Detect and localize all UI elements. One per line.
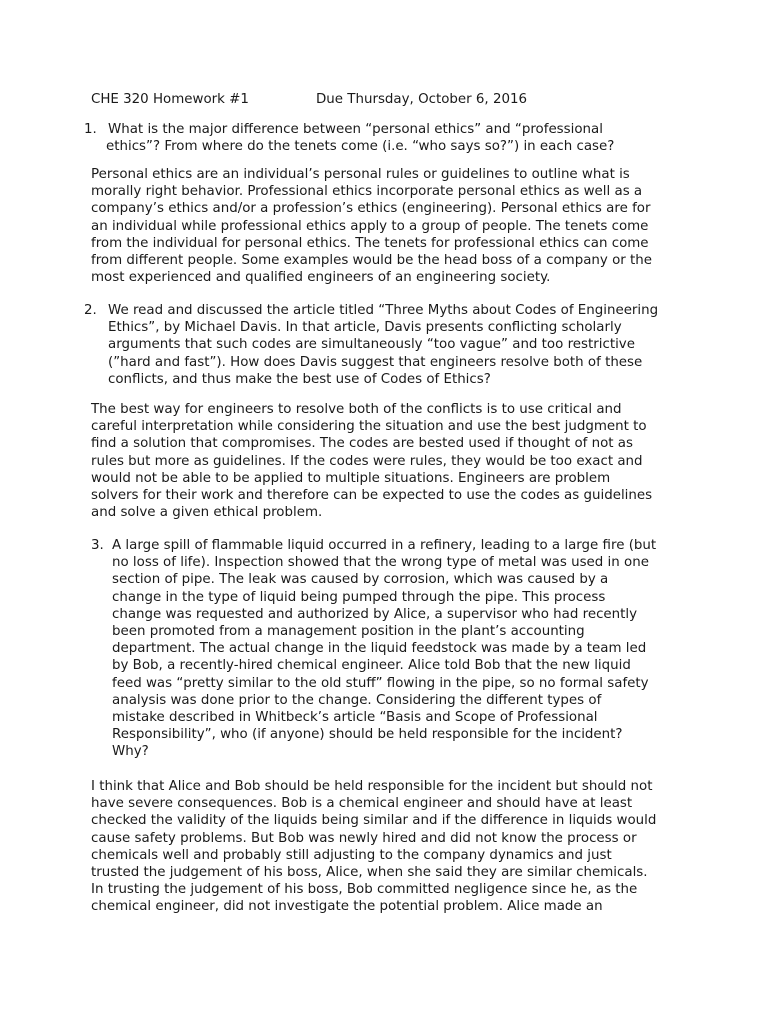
answer-line: find a solution that compromises. The codes are bested used if thought of not as (91, 436, 633, 452)
question-number: 3. (91, 538, 104, 553)
question-number: 1. (84, 122, 97, 137)
question-line: mistake described in Whitbeck’s article “Basis and Scope of Professional (112, 710, 598, 726)
answer-line: careful interpretation while considering the situation and use the best judgment to (91, 419, 647, 435)
answer-1 (91, 166, 652, 286)
answer-line: Personal ethics are an individual’s personal rules or guidelines to outline what is (91, 167, 630, 182)
question-line: arguments that such codes are simultaneously “too vague” and too restrictive (108, 337, 635, 353)
question-line: (”hard and fast”). How does Davis suggest that engineers resolve both of these (108, 354, 643, 370)
answer-line: rules but more as guidelines. If the codes were rules, they would be too exact and (91, 453, 643, 469)
question-line: We read and discussed the article titled “Three Myths about Codes of Engineering (108, 303, 659, 318)
question-line: feed was “pretty similar to the old stuff” flowing in the pipe, so no formal safety (112, 675, 649, 691)
answer-line: most experienced and qualified engineers of an engineering society. (91, 270, 551, 286)
answer-line: company’s ethics and/or a profession’s ethics (engineering). Personal ethics are for (91, 201, 651, 217)
question-line: department. The actual change in the liquid feedstock was made by a team led (112, 641, 647, 657)
answer-line: solvers for their work and therefore can be expected to use the codes as guidelines (91, 488, 653, 504)
answer-line: The best way for engineers to resolve both of the conflicts is to use critical and (91, 402, 622, 417)
answer-line: cause safety problems. But Bob was newly hired and did not know the process or (91, 830, 637, 846)
due-date: Due Thursday, October 6, 2016 (316, 92, 528, 107)
answer-line: from the individual for personal ethics. The tenets for professional ethics can come (91, 235, 649, 251)
answer-line: have severe consequences. Bob is a chemical engineer and should have at least (91, 796, 633, 812)
question-line: section of pipe. The leak was caused by corrosion, which was caused by a (112, 572, 609, 588)
answer-line: chemical engineer, did not investigate the potential problem. Alice made an (91, 899, 603, 915)
answer-line: chemicals well and probably still adjusting to the company dynamics and just (91, 847, 612, 863)
question-line: by Bob, a recently-hired chemical engineer. Alice told Bob that the new liquid (112, 658, 631, 674)
answer-2 (91, 401, 652, 521)
question-line: no loss of life). Inspection showed that the wrong type of metal was used in one (112, 555, 649, 571)
answer-line: checked the validity of the liquids being similar and if the difference in liquids would (91, 813, 657, 829)
question-line: change was requested and authorized by Alice, a supervisor who had recently (112, 606, 638, 622)
answer-3 (91, 778, 656, 916)
answer-line: from different people. Some examples would be the head boss of a company or the (91, 253, 653, 269)
answer-line: I think that Alice and Bob should be held responsible for the incident but should not (91, 779, 653, 794)
question-number: 2. (84, 303, 97, 318)
question-line: been promoted from a management position in the plant’s accounting (112, 624, 585, 640)
question-line: ethics”? From where do the tenets come (i.e. “who says so?”) in each case? (106, 139, 615, 155)
answer-line: would not be able to be applied to multiple situations. Engineers are problem (91, 470, 611, 486)
answer-line: trusted the judgement of his boss, Alice, when she said they are similar chemicals. (91, 865, 648, 881)
answer-line: an individual while professional ethics apply to a group of people. The tenets come (91, 218, 649, 234)
answer-line: In trusting the judgement of his boss, Bob committed negligence since he, as the (91, 882, 638, 898)
document-header (91, 91, 527, 108)
question-line: Responsibility”, who (if anyone) should be held responsible for the incident? (112, 727, 623, 743)
answer-line: and solve a given ethical problem. (91, 505, 323, 521)
question-line: analysis was done prior to the change. Considering the different types of (112, 692, 602, 708)
answer-line: morally right behavior. Professional ethics incorporate personal ethics as well as a (91, 184, 643, 200)
question-line: change in the type of liquid being pumped through the pipe. This process (112, 589, 606, 605)
question-line: conflicts, and thus make the best use of Codes of Ethics? (108, 371, 491, 387)
question-line: A large spill of flammable liquid occurred in a refinery, leading to a large fire (but (112, 538, 657, 553)
question-line: What is the major difference between “personal ethics” and “professional (108, 122, 603, 137)
question-line: Ethics”, by Michael Davis. In that article, Davis presents conflicting scholarly (108, 320, 622, 336)
course-title: CHE 320 Homework #1 (91, 92, 249, 107)
question-line: Why? (112, 744, 149, 760)
